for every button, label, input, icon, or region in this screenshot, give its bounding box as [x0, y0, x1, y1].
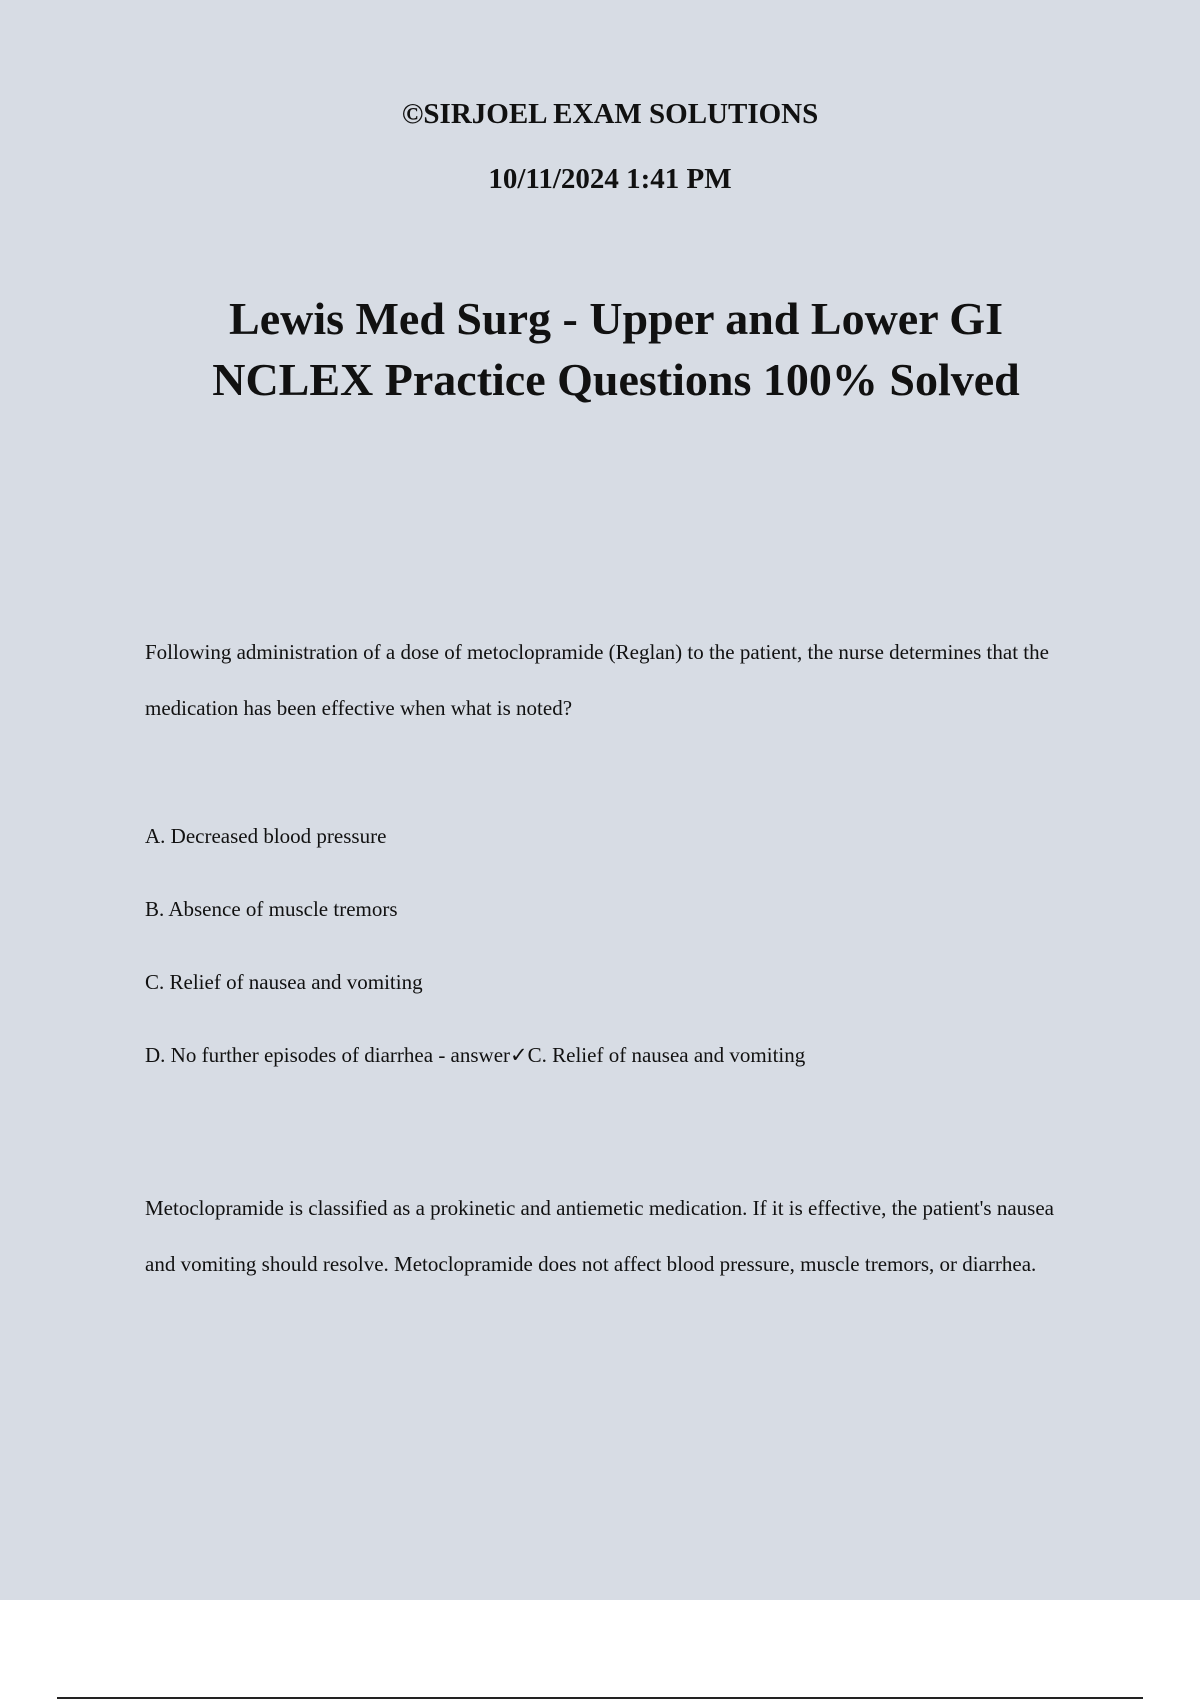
document-title-line-2: NCLEX Practice Questions 100% Solved: [212, 354, 1020, 405]
document-title: [0, 288, 1200, 410]
option-d-text: D. No further episodes of diarrhea - answer: [145, 1043, 511, 1067]
footer-divider: [57, 1697, 1143, 1699]
option-d: [145, 1040, 1145, 1113]
answer-options: [145, 821, 1145, 1113]
document-title-line-1: Lewis Med Surg - Upper and Lower GI: [229, 293, 1003, 344]
header-datetime: 10/11/2024 1:41 PM: [488, 163, 732, 195]
question-stem: Following administration of a dose of metoclopramide (Reglan) to the patient, the nurse determines that the medication has been effective when what is noted?: [145, 640, 1049, 720]
option-c: C. Relief of nausea and vomiting: [145, 970, 423, 994]
correct-answer: C. Relief of nausea and vomiting: [527, 1043, 806, 1067]
checkmark-icon: ✓: [510, 1043, 528, 1067]
header-brand: ©SIRJOEL EXAM SOLUTIONS: [401, 98, 819, 130]
option-a: A. Decreased blood pressure: [145, 824, 387, 848]
option-b: B. Absence of muscle tremors: [145, 897, 398, 921]
rationale-text: Metoclopramide is classified as a prokinetic and antiemetic medication. If it is effective, the patient's nausea and vomiting should resolve. Metoclopramide does not affect blood pressure, muscle tremors, or diarrhea.: [145, 1196, 1054, 1276]
